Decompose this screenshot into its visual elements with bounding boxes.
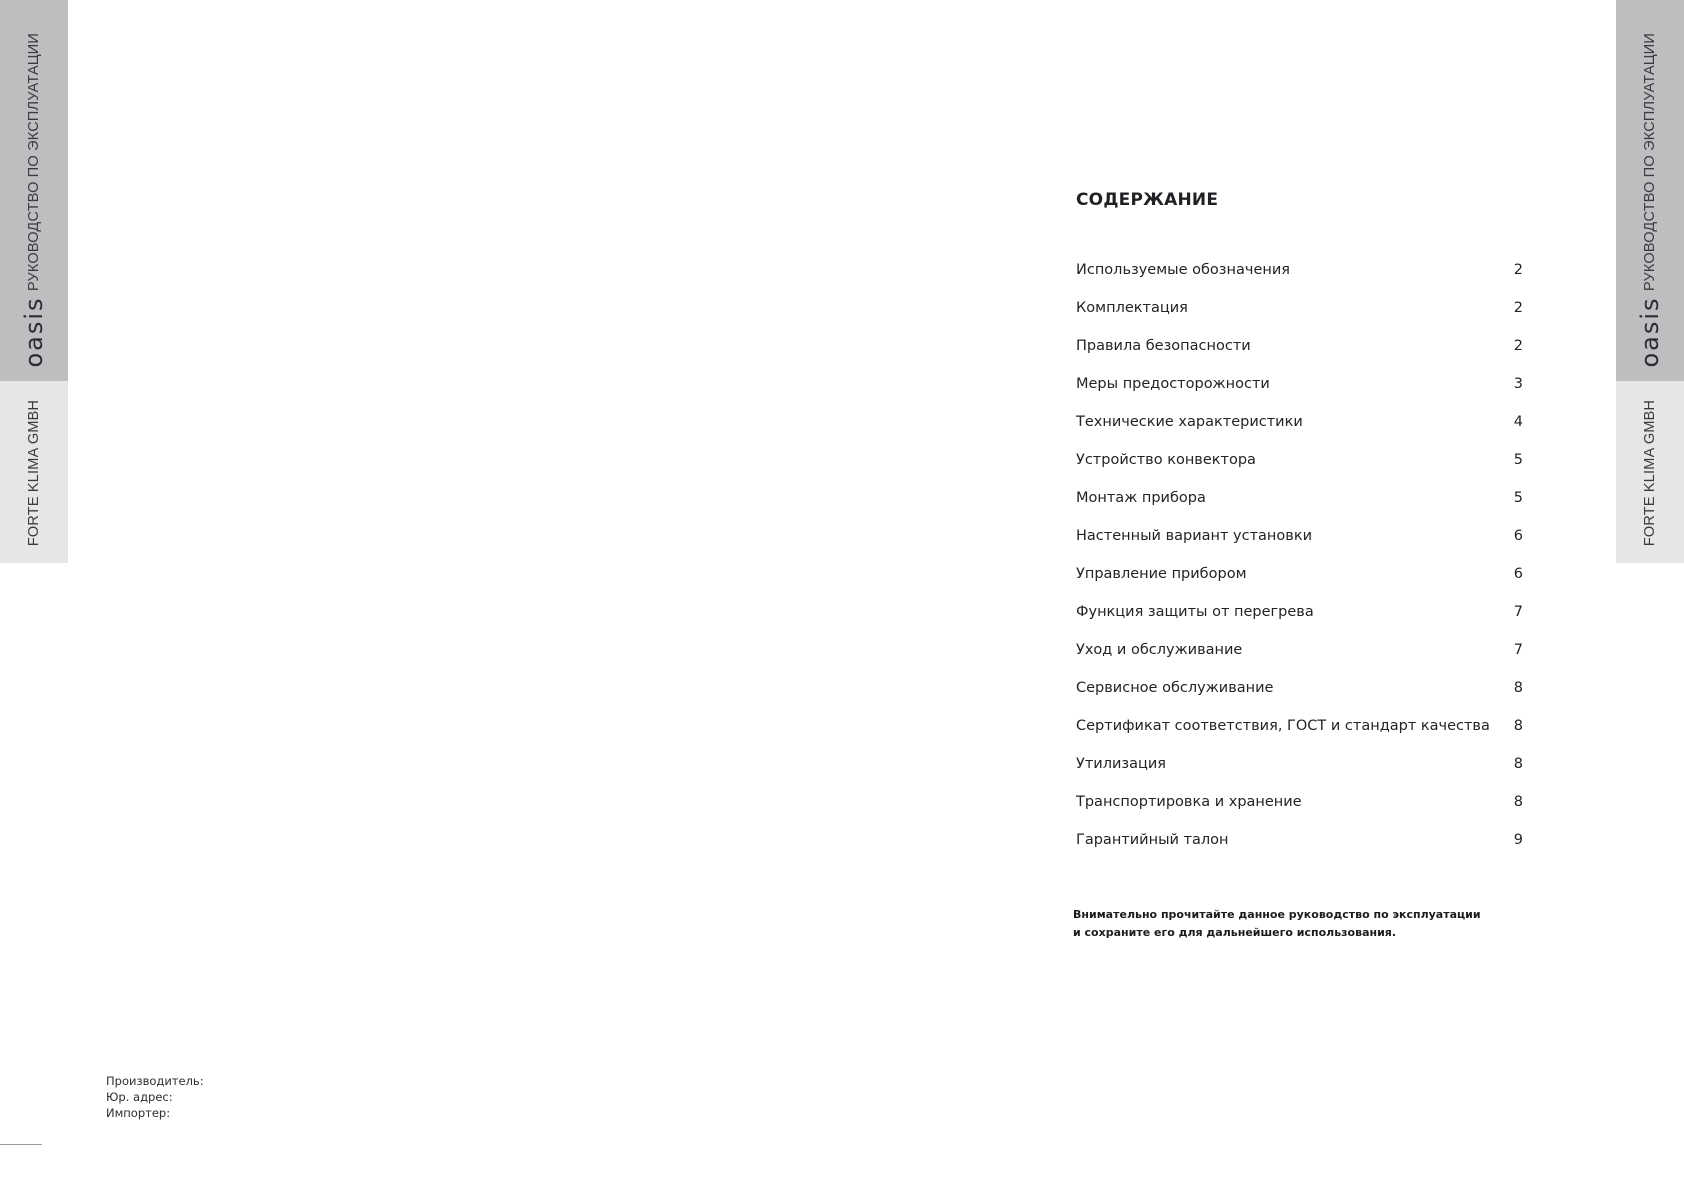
read-manual-notice xyxy=(1073,906,1481,942)
toc-item[interactable] xyxy=(1076,751,1523,789)
page-divider xyxy=(0,1144,42,1145)
toc-item-page: 3 xyxy=(1513,376,1523,392)
toc-item[interactable] xyxy=(1076,789,1523,827)
manufacturer-label: Производитель: xyxy=(106,1074,204,1088)
toc-item[interactable] xyxy=(1076,333,1523,371)
toc-item[interactable] xyxy=(1076,523,1523,561)
toc-item[interactable] xyxy=(1076,257,1523,295)
toc-item-page: 6 xyxy=(1513,528,1523,544)
toc-item-label: Транспортировка и хранение xyxy=(1076,794,1302,810)
toc-item-page: 8 xyxy=(1513,756,1523,772)
guide-label: РУКОВОДСТВО ПО ЭКСПЛУАТАЦИИ xyxy=(26,32,42,292)
toc-item-page: 2 xyxy=(1513,300,1523,316)
toc-item[interactable] xyxy=(1076,409,1523,447)
toc-item[interactable] xyxy=(1076,827,1523,865)
toc-item[interactable] xyxy=(1076,485,1523,523)
guide-label: РУКОВОДСТВО ПО ЭКСПЛУАТАЦИИ xyxy=(1642,32,1658,292)
toc-item-page: 4 xyxy=(1513,414,1523,430)
producer-info xyxy=(106,1073,204,1121)
toc-item-page: 9 xyxy=(1513,832,1523,848)
toc-item-page: 6 xyxy=(1513,566,1523,582)
toc-item-page: 2 xyxy=(1513,262,1523,278)
toc-item-label: Правила безопасности xyxy=(1076,338,1251,354)
company-label: FORTE KLIMA GMBH xyxy=(1642,399,1658,547)
toc-item-page: 5 xyxy=(1513,452,1523,468)
toc-item-label: Функция защиты от перегрева xyxy=(1076,604,1314,620)
importer-label: Импортер: xyxy=(106,1106,171,1120)
toc-item-page: 8 xyxy=(1513,718,1523,734)
toc-item-page: 7 xyxy=(1513,604,1523,620)
toc-item-page: 7 xyxy=(1513,642,1523,658)
toc-list xyxy=(1076,257,1523,865)
toc-item-page: 8 xyxy=(1513,680,1523,696)
toc-item-page: 5 xyxy=(1513,490,1523,506)
toc-item-label: Управление прибором xyxy=(1076,566,1247,582)
notice-line: и сохраните его для дальнейшего использования. xyxy=(1073,926,1397,939)
toc-item-label: Сервисное обслуживание xyxy=(1076,680,1274,696)
brand-logo: oasis xyxy=(20,296,48,368)
toc-item-label: Монтаж прибора xyxy=(1076,490,1206,506)
notice-line: Внимательно прочитайте данное руководство по эксплуатации xyxy=(1073,908,1481,921)
toc-item-label: Комплектация xyxy=(1076,300,1188,316)
toc-item-page: 2 xyxy=(1513,338,1523,354)
toc-item-label: Гарантийный талон xyxy=(1076,832,1229,848)
toc-item-label: Сертификат соответствия, ГОСТ и стандарт качества xyxy=(1076,718,1490,734)
toc-item-label: Технические характеристики xyxy=(1076,414,1303,430)
toc-item[interactable] xyxy=(1076,561,1523,599)
toc-item[interactable] xyxy=(1076,447,1523,485)
toc-item-label: Меры предосторожности xyxy=(1076,376,1270,392)
toc-item[interactable] xyxy=(1076,675,1523,713)
toc-item-label: Используемые обозначения xyxy=(1076,262,1290,278)
toc-item[interactable] xyxy=(1076,371,1523,409)
toc-item[interactable] xyxy=(1076,295,1523,333)
toc-item-label: Настенный вариант установки xyxy=(1076,528,1313,544)
legal-address-label: Юр. адрес: xyxy=(106,1090,173,1104)
toc-title: СОДЕРЖАНИЕ xyxy=(1076,190,1219,210)
brand-logo: oasis xyxy=(1636,296,1664,368)
toc-item[interactable] xyxy=(1076,713,1523,751)
toc-item-label: Уход и обслуживание xyxy=(1076,642,1243,658)
toc-item-page: 8 xyxy=(1513,794,1523,810)
toc-item[interactable] xyxy=(1076,637,1523,675)
toc-item-label: Утилизация xyxy=(1076,756,1167,772)
toc-item[interactable] xyxy=(1076,599,1523,637)
toc-item-label: Устройство конвектора xyxy=(1076,452,1256,468)
company-label: FORTE KLIMA GMBH xyxy=(26,399,42,547)
